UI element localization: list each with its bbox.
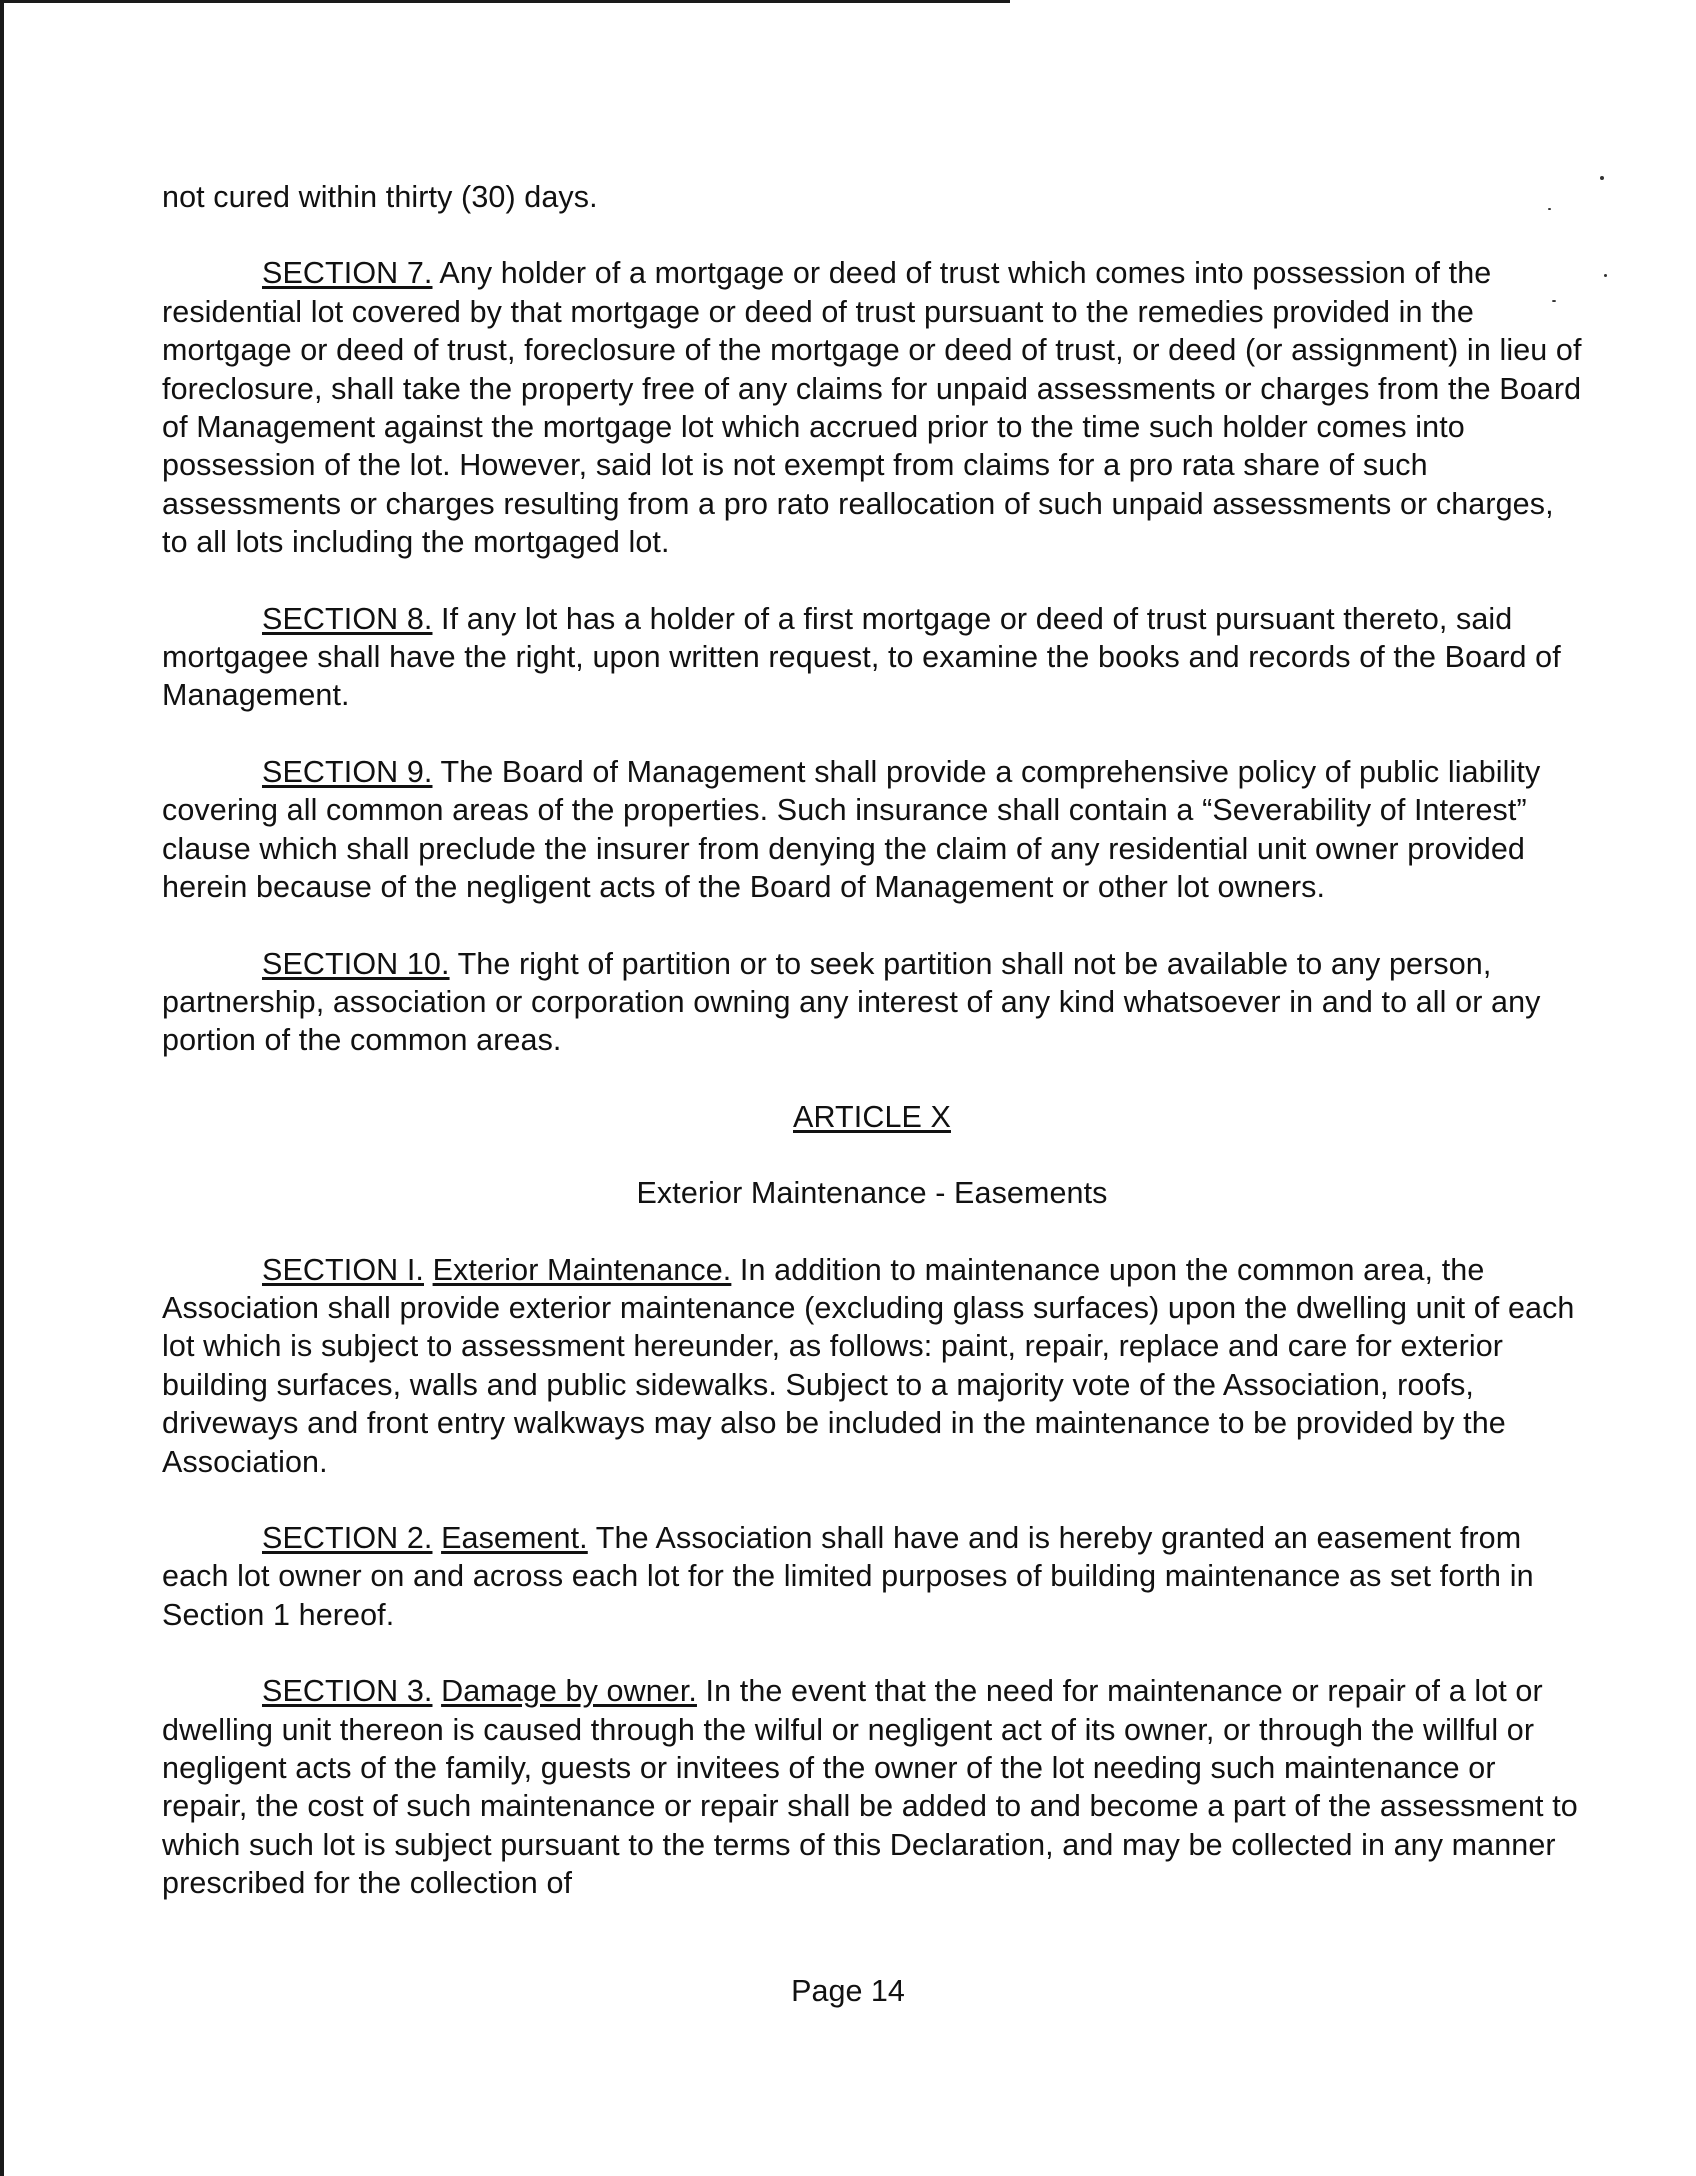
article-section-3 [162,1672,1582,1902]
article-section-1-title: Exterior Maintenance. [432,1252,732,1287]
scan-speck [1604,274,1607,277]
page-number-text: Page 14 [791,1974,905,2008]
article-section-3-text: In the event that the need for maintenance or repair of a lot or dwelling unit thereon is caused through the wilful or negligent act of its owner, or through the willful or negligent acts of the family, guests or invitees of the owner of the lot needing such maintenance or repair, the cost of such maintenance or repair shall be added to and become a part of the assessment to which such lot is subject pursuant to the terms of this Declaration, and may be collected in any manner prescribed for the collection of [162,1674,1578,1901]
article-section-2-label: SECTION 2. [262,1520,433,1555]
page-number [0,1972,1696,2010]
section-10-text: The right of partition or to seek partition shall not be available to any person, partnership, association or corporation owning any interest of any kind whatsoever in and to all or any portion of the common areas. [162,946,1541,1058]
article-subheading [162,1174,1582,1212]
section-10-label: SECTION 10. [262,946,450,981]
scan-speck [1600,176,1604,180]
section-7-text: Any holder of a mortgage or deed of trust which comes into possession of the residential lot covered by that mortgage or deed of trust pursuant to the remedies provided in the mortgage or deed of trust, foreclosure of the mortgage or deed of trust, or deed (or assignment) in lieu of foreclosure, shall take the property free of any claims for unpaid assessments or charges from the Board of Management against the mortgage lot which accrued prior to the time such holder comes into possession of the lot. However, said lot is not exempt from claims for a pro rata share of such assessments or charges resulting from a pro rato reallocation of such unpaid assessments or charges, to all lots including the mortgaged lot. [162,256,1582,560]
article-section-2-text: The Association shall have and is hereby granted an easement from each lot owner on and across each lot for the limited purposes of building maintenance as set forth in Section 1 hereof. [162,1520,1534,1632]
article-heading [162,1098,1582,1136]
scan-edge-left [0,0,4,2176]
section-7-label: SECTION 7. [262,256,433,291]
section-8-text: If any lot has a holder of a first mortgage or deed of trust pursuant thereto, said mortgagee shall have the right, upon written request, to examine the books and records of the Board of Management. [162,601,1561,713]
section-9 [162,753,1582,907]
scan-speck [1552,300,1556,302]
article-section-1-label: SECTION I. [262,1252,424,1287]
section-8-label: SECTION 8. [262,601,433,636]
section-8 [162,600,1582,715]
scan-speck [1548,208,1551,210]
section-10 [162,945,1582,1060]
article-subheading-text: Exterior Maintenance - Easements [636,1176,1108,1211]
section-7 [162,254,1582,561]
document-body [162,178,1582,1941]
article-section-1 [162,1251,1582,1481]
section-9-label: SECTION 9. [262,754,433,789]
section-9-text: The Board of Management shall provide a comprehensive policy of public liability covering all common areas of the properties. Such insurance shall contain a “Severability of Interest” clause which shall preclude the insurer from denying the claim of any residential unit owner provided herein because of the negligent acts of the Board of Management or other lot owners. [162,754,1541,905]
article-section-2-title: Easement. [441,1520,588,1555]
article-section-1-text: In addition to maintenance upon the common area, the Association shall provide exterior maintenance (excluding glass surfaces) upon the dwelling unit of each lot which is subject to assessment hereunder, as follows: paint, repair, replace and care for exterior building surfaces, walls and public sidewalks. Subject to a majority vote of the Association, roofs, driveways and front entry walkways may also be included in the maintenance to be provided by the Association. [162,1252,1575,1479]
article-heading-text: ARTICLE X [793,1099,951,1134]
article-section-3-title: Damage by owner. [441,1674,697,1709]
article-section-3-label: SECTION 3. [262,1674,433,1709]
lead-line [162,178,1582,216]
lead-line-text: not cured within thirty (30) days. [162,180,598,214]
scan-edge-top [0,0,1010,3]
article-section-2 [162,1519,1582,1634]
